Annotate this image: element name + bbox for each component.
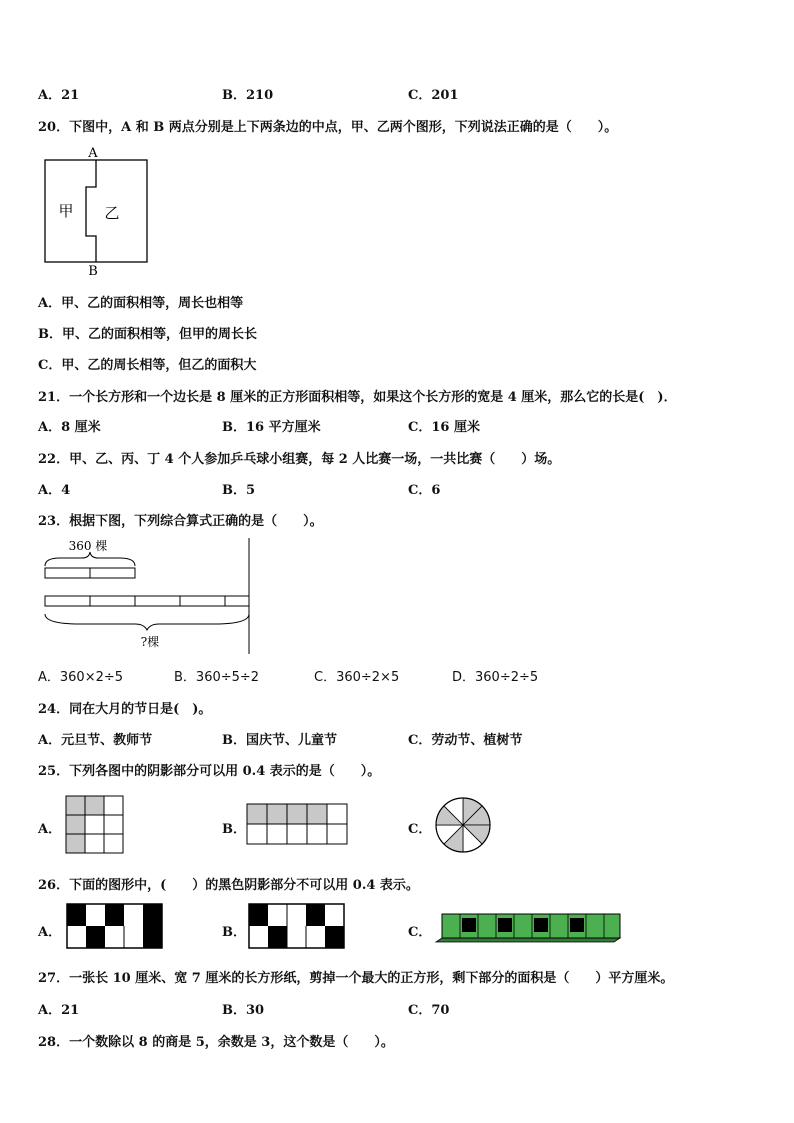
q23-stem: 23．根据下图，下列综合算式正确的是（ ）。: [38, 514, 323, 529]
q20-figure: [40, 144, 155, 278]
q26-option-b[interactable]: B．: [222, 925, 246, 940]
q20-point-b: B: [88, 264, 98, 278]
q25-circle-c: [433, 795, 493, 855]
q24-stem: 24．同在大月的节日是( )。: [38, 702, 212, 717]
q22-stem: 22．甲、乙、丙、丁 4 个人参加乒乓球小组赛，每 2 人比赛一场，一共比赛（ ）场。: [38, 452, 561, 467]
q20-stem: 20．下图中，A 和 B 两点分别是上下两条边的中点，甲、乙两个图形，下列说法正确的是（ ）。: [38, 120, 618, 135]
q20-label-yi: 乙: [104, 204, 120, 222]
q19-option-c[interactable]: C．201: [408, 88, 459, 103]
q23-option-a[interactable]: A．360×2÷5: [38, 670, 124, 685]
q26-option-a[interactable]: A．: [38, 925, 62, 940]
q20-option-b[interactable]: B．甲、乙的面积相等，但甲的周长长: [38, 327, 257, 342]
q22-option-a[interactable]: A．4: [38, 483, 71, 498]
q23-figure: [40, 536, 252, 654]
q21-option-b[interactable]: B．16 平方厘米: [222, 420, 321, 435]
q25-stem: 25．下列各图中的阴影部分可以用 0.4 表示的是（ ）。: [38, 764, 381, 779]
q24-option-b[interactable]: B．国庆节、儿童节: [222, 733, 337, 748]
q26-figure-a: [66, 903, 164, 951]
q25-option-a[interactable]: A．: [38, 822, 62, 837]
q23-bottom-label: ?棵: [140, 635, 160, 649]
q23-option-d[interactable]: D．360÷2÷5: [452, 670, 539, 685]
q25-option-b[interactable]: B．: [222, 822, 246, 837]
q27-option-a[interactable]: A．21: [38, 1003, 80, 1018]
q27-option-b[interactable]: B．30: [222, 1003, 265, 1018]
q21-option-a[interactable]: A．8 厘米: [38, 420, 101, 435]
q25-option-c[interactable]: C．: [408, 822, 432, 837]
q27-stem: 27．一张长 10 厘米、宽 7 厘米的长方形纸，剪掉一个最大的正方形，剩下部分的面积是（ ）平方厘米。: [38, 971, 674, 986]
q22-option-b[interactable]: B．5: [222, 483, 256, 498]
q21-stem: 21．一个长方形和一个边长是 8 厘米的正方形面积相等，如果这个长方形的宽是 4 厘米，那么它的长是( )．: [38, 390, 677, 405]
q26-stem: 26．下面的图形中，( ）的黑色阴影部分不可以用 0.4 表示。: [38, 878, 419, 893]
q20-point-a: A: [88, 146, 98, 161]
q26-option-c[interactable]: C．: [408, 925, 432, 940]
q20-label-jia: 甲: [58, 202, 74, 220]
q27-option-c[interactable]: C．70: [408, 1003, 450, 1018]
q26-figure-b: [248, 903, 346, 951]
q25-grid-b: [246, 803, 348, 845]
q21-option-c[interactable]: C．16 厘米: [408, 420, 480, 435]
q25-grid-a: [65, 795, 125, 855]
q24-option-c[interactable]: C．劳动节、植树节: [408, 733, 523, 748]
q22-option-c[interactable]: C．6: [408, 483, 441, 498]
q24-option-a[interactable]: A．元旦节、教师节: [38, 733, 153, 748]
q20-option-c[interactable]: C．甲、乙的周长相等，但乙的面积大: [38, 358, 257, 373]
q28-stem: 28．一个数除以 8 的商是 5，余数是 3，这个数是（ ）。: [38, 1035, 394, 1050]
q23-option-b[interactable]: B．360÷5÷2: [174, 670, 260, 685]
q19-option-a[interactable]: A．21: [38, 88, 80, 103]
q23-option-c[interactable]: C．360÷2×5: [314, 670, 400, 685]
q20-option-a[interactable]: A．甲、乙的面积相等，周长也相等: [38, 296, 244, 311]
q23-top-label: 360 棵: [68, 539, 108, 553]
q26-figure-c: [434, 910, 624, 946]
q19-option-b[interactable]: B．210: [222, 88, 274, 103]
